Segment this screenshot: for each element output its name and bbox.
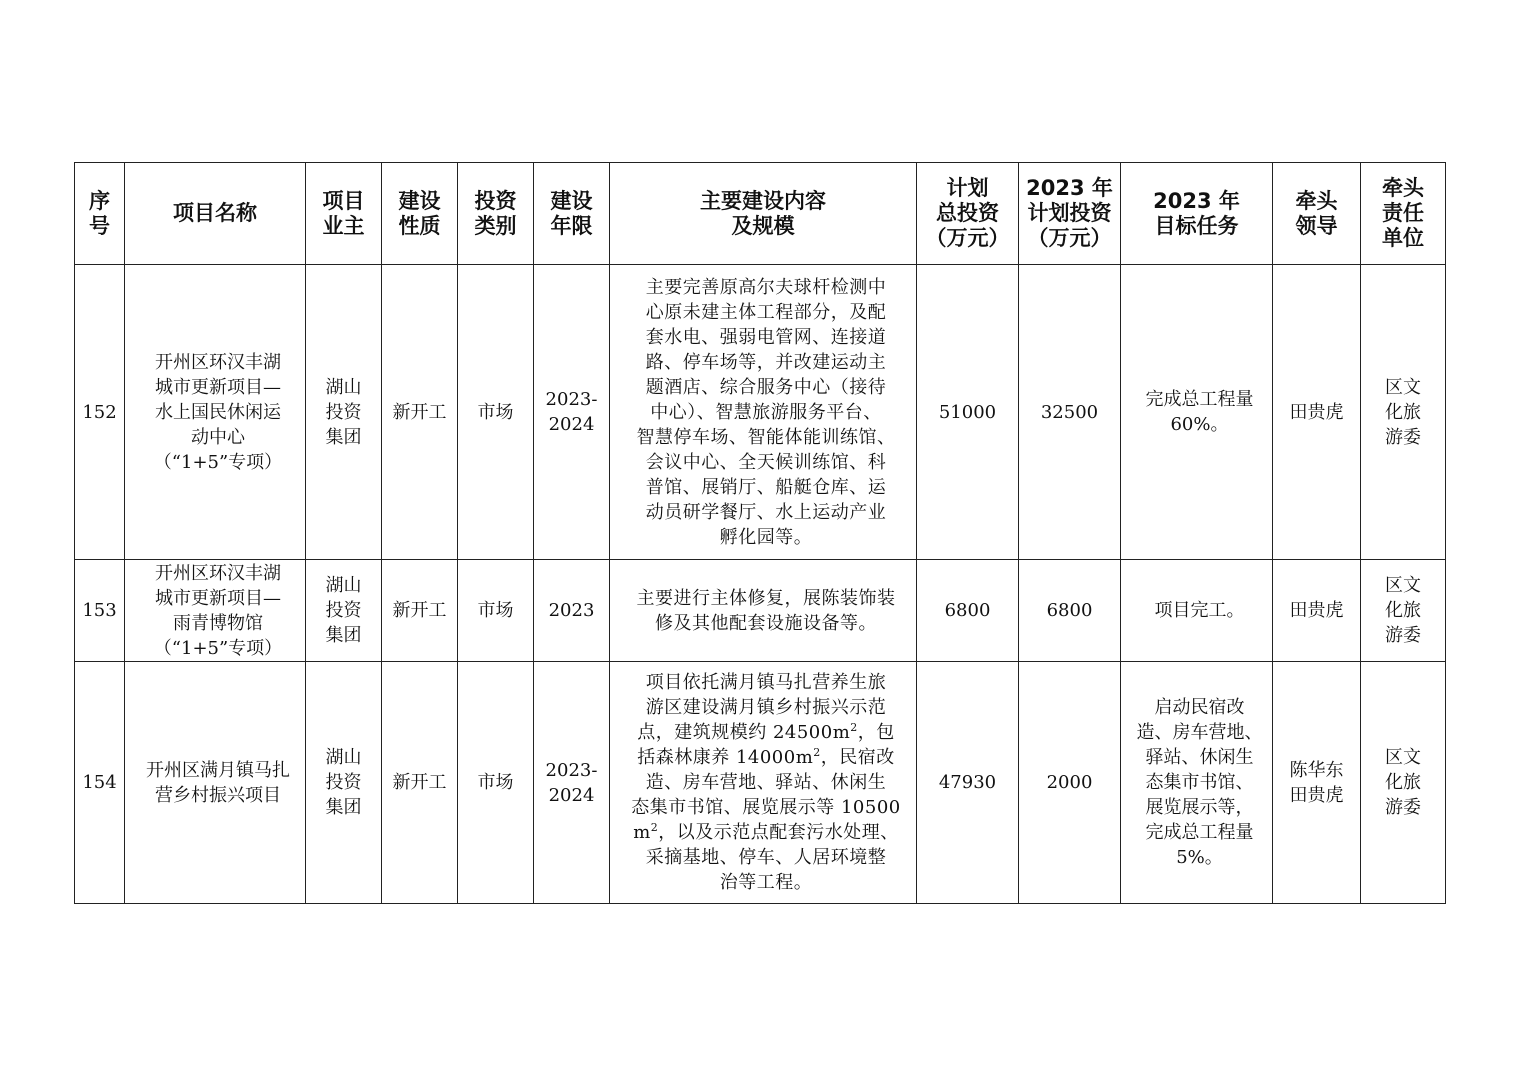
cell-plan-2023: 32500 (1019, 265, 1121, 560)
header-owner: 项目 业主 (306, 163, 382, 265)
header-period: 建设 年限 (534, 163, 610, 265)
table-row (75, 560, 1446, 662)
table-header-row (75, 163, 1446, 265)
cell-invest-type: 市场 (458, 662, 534, 904)
cell-leader: 田贵虎 (1273, 560, 1361, 662)
cell-unit: 区文 化旅 游委 (1361, 560, 1446, 662)
cell-plan-2023: 2000 (1019, 662, 1121, 904)
header-invest-type: 投资 类别 (458, 163, 534, 265)
cell-invest-type: 市场 (458, 560, 534, 662)
cell-owner: 湖山 投资 集团 (306, 662, 382, 904)
cell-total-invest: 47930 (917, 662, 1019, 904)
cell-project-name: 开州区环汉丰湖 城市更新项目— 雨青博物馆 （“1+5”专项） (125, 560, 306, 662)
project-table (74, 162, 1446, 904)
header-target-2023: 2023 年 目标任务 (1121, 163, 1273, 265)
cell-total-invest: 51000 (917, 265, 1019, 560)
table-row (75, 662, 1446, 904)
header-content: 主要建设内容 及规模 (610, 163, 917, 265)
superscript: 2 (850, 721, 858, 734)
content-text-part: 项目依托满月镇马扎营养生旅 游区建设满月镇乡村振兴示范 点，建筑规模约 24500m (637, 672, 887, 743)
cell-seq: 153 (75, 560, 125, 662)
cell-nature: 新开工 (382, 662, 458, 904)
cell-period: 2023- 2024 (534, 265, 610, 560)
cell-plan-2023: 6800 (1019, 560, 1121, 662)
header-project-name: 项目名称 (125, 163, 306, 265)
cell-unit: 区文 化旅 游委 (1361, 662, 1446, 904)
cell-period: 2023 (534, 560, 610, 662)
cell-nature: 新开工 (382, 265, 458, 560)
cell-unit: 区文 化旅 游委 (1361, 265, 1446, 560)
content-text-part: ，包 括森林康养 14000m (637, 722, 895, 768)
header-seq: 序 号 (75, 163, 125, 265)
header-leader: 牵头 领导 (1273, 163, 1361, 265)
header-unit: 牵头 责任 单位 (1361, 163, 1446, 265)
header-total-invest: 计划 总投资 （万元） (917, 163, 1019, 265)
table-row (75, 265, 1446, 560)
content-text-part: ，以及示范点配套污水处理、 采摘基地、停车、人居环境整 治等工程。 (645, 822, 899, 893)
cell-content: 主要完善原高尔夫球杆检测中 心原未建主体工程部分，及配 套水电、强弱电管网、连接道 路、停车场等，并改建运动主 题酒店、综合服务中心（接待 中心）、智慧旅游服务平台、 智慧停车场、智能体能训练馆、 会议中心、全天候训练馆、科 普馆、展销厅、船艇仓库、运 动员研学餐厅、水上运动产业 孵化园等。 (610, 265, 917, 560)
cell-invest-type: 市场 (458, 265, 534, 560)
cell-target-2023: 启动民宿改 造、房车营地、 驿站、休闲生 态集市书馆、 展览展示等， 完成总工程量 5%。 (1121, 662, 1273, 904)
cell-target-2023: 项目完工。 (1121, 560, 1273, 662)
cell-project-name: 开州区环汉丰湖 城市更新项目— 水上国民休闲运 动中心 （“1+5”专项） (125, 265, 306, 560)
cell-content (610, 662, 917, 904)
cell-leader: 田贵虎 (1273, 265, 1361, 560)
cell-seq: 152 (75, 265, 125, 560)
cell-owner: 湖山 投资 集团 (306, 560, 382, 662)
cell-period: 2023- 2024 (534, 662, 610, 904)
cell-owner: 湖山 投资 集团 (306, 265, 382, 560)
cell-leader: 陈华东 田贵虎 (1273, 662, 1361, 904)
superscript: 2 (813, 746, 821, 759)
cell-content: 主要进行主体修复，展陈装饰装 修及其他配套设施设备等。 (610, 560, 917, 662)
cell-total-invest: 6800 (917, 560, 1019, 662)
superscript: 2 (650, 821, 659, 834)
cell-seq: 154 (75, 662, 125, 904)
content-text-part: ，民宿改 造、房车营地、驿站、休闲生 态集市书馆、展览展示等 10500 m (631, 747, 901, 843)
cell-project-name: 开州区满月镇马扎 营乡村振兴项目 (125, 662, 306, 904)
cell-nature: 新开工 (382, 560, 458, 662)
header-plan-2023: 2023 年 计划投资 （万元） (1019, 163, 1121, 265)
header-nature: 建设 性质 (382, 163, 458, 265)
cell-target-2023: 完成总工程量 60%。 (1121, 265, 1273, 560)
